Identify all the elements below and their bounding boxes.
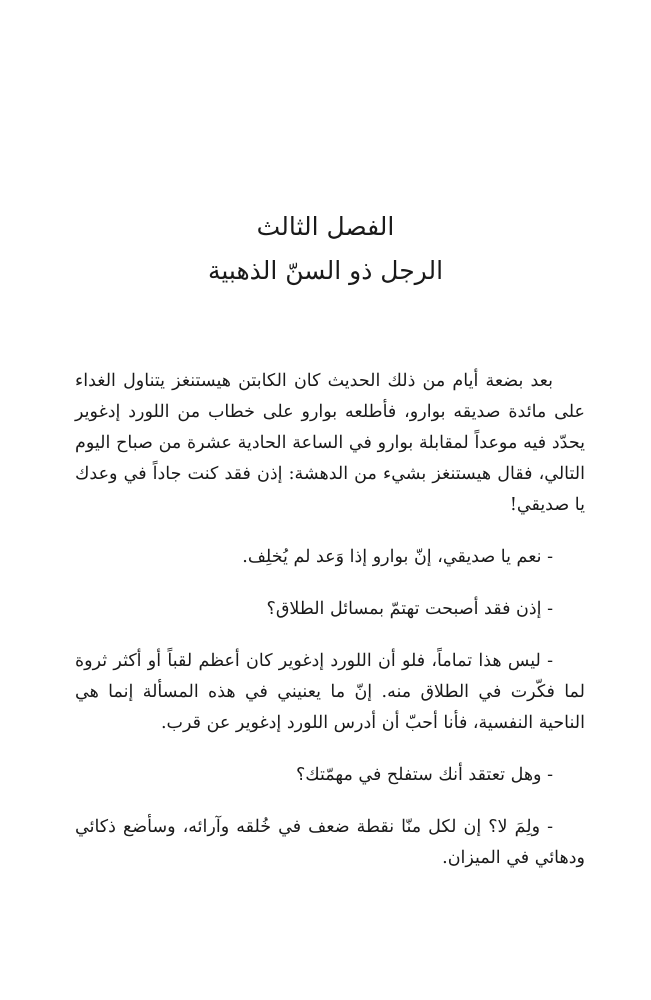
chapter-heading [0,205,651,293]
paragraph-dialogue: - نعم يا صديقي، إنّ بوارو إذا وَعد لم يُخلِف. [242,547,553,567]
chapter-title: الرجل ذو السنّ الذهبية [207,256,444,285]
paragraph-dialogue: - ليس هذا تماماً، فلو أن اللورد إدغوير كان أعظم لقباً أو أكثر ثروة لما فكّرت في الطلاق منه. إنّ ما يعنيني في هذه المسألة إنما هي الناحية النفسية، فأنا أحبّ أن أدرس اللورد إدغوير عن قرب. [75,651,585,733]
chapter-body [75,366,585,874]
paragraph-dialogue: - إذن فقد أصبحت تهتمّ بمسائل الطلاق؟ [266,599,553,619]
paragraph-dialogue: - ولِمَ لا؟ إن لكل منّا نقطة ضعف في خُلقه وآرائه، وسأضع ذكائي ودهائي في الميزان. [75,817,585,868]
chapter-number: الفصل الثالث [256,212,395,241]
paragraph-narration: بعد بضعة أيام من ذلك الحديث كان الكابتن هيستنغز يتناول الغداء على مائدة صديقه بوارو، فأطلعه بوارو على خطاب من اللورد إدغوير يحدّد فيه موعداً لمقابلة بوارو في الساعة الحادية عشرة من صباح اليوم التالي، فقال هيستنغز بشيء من الدهشة: إذن فقد كنت جاداً في وعدك يا صديقي! [75,371,585,515]
paragraph-dialogue: - وهل تعتقد أنك ستفلح في مهمّتك؟ [295,765,553,785]
